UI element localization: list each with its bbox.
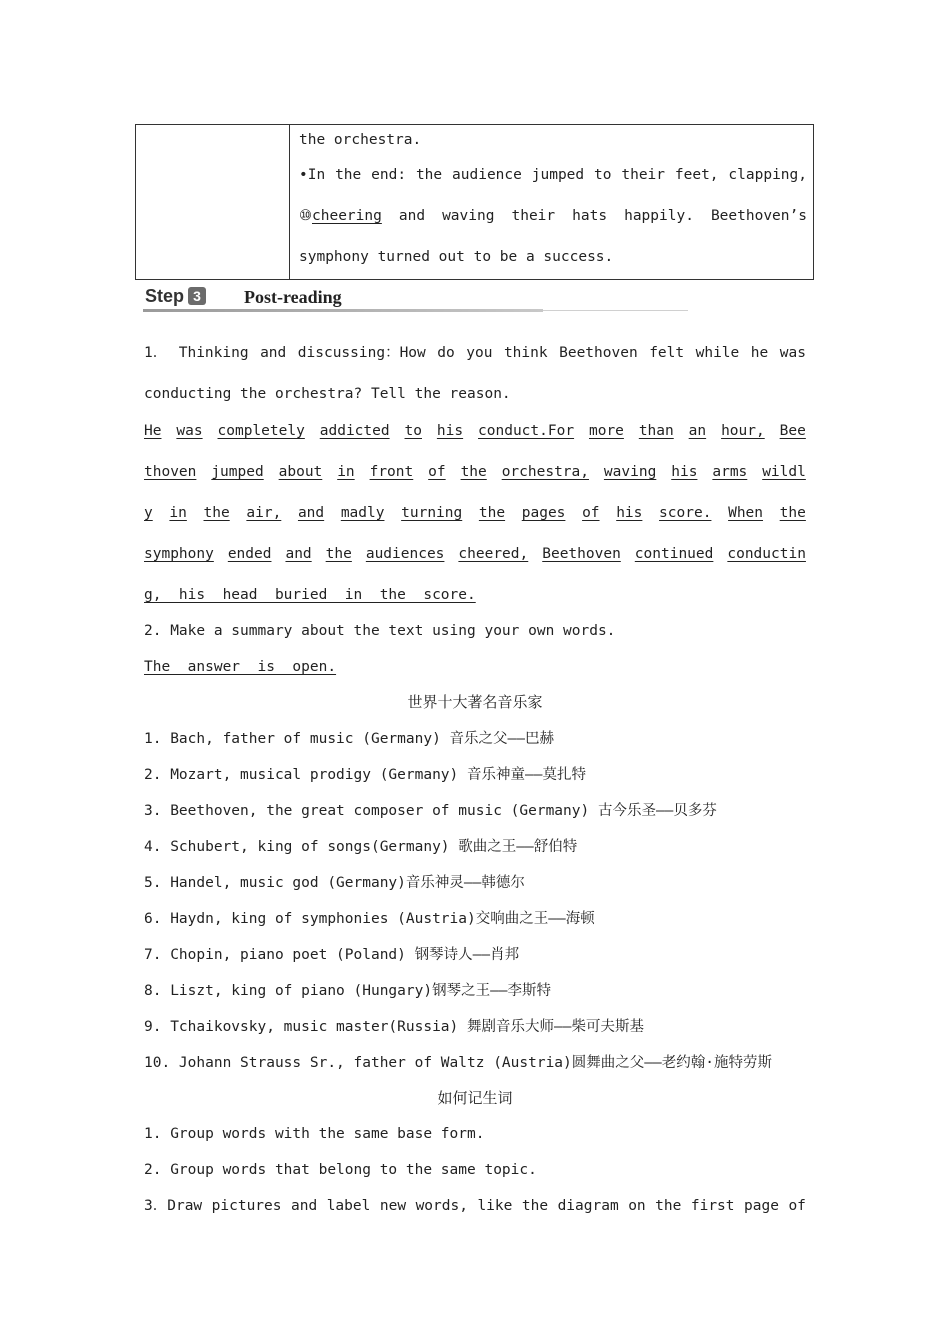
word: pictures xyxy=(211,1198,282,1214)
word: wildl xyxy=(762,464,806,480)
answer-2-line xyxy=(144,657,806,677)
word: label xyxy=(326,1198,371,1214)
word: and xyxy=(291,1198,318,1214)
cell-line: symphony turned out to be a success. xyxy=(299,249,614,265)
word: an xyxy=(688,423,707,439)
word: and xyxy=(285,546,312,562)
word: audience xyxy=(452,167,522,183)
word: the xyxy=(655,1198,682,1214)
word: the xyxy=(415,167,443,183)
word: the xyxy=(325,546,352,562)
word: addicted xyxy=(319,423,390,439)
answer-blank xyxy=(299,206,382,226)
musician-item: 2. Mozart, musical prodigy (Germany) 音乐神童——莫扎特 xyxy=(144,767,586,783)
musician-item: 9. Tchaikovsky, music master(Russia) 舞剧音乐大师——柴可夫斯基 xyxy=(144,1019,644,1035)
word: of xyxy=(428,464,446,480)
musician-item: 1. Bach, father of music (Germany) 音乐之父——巴赫 xyxy=(144,731,554,747)
musician-item: 7. Chopin, piano poet (Poland) 钢琴诗人——肖邦 xyxy=(144,947,520,963)
answer-1-line-last xyxy=(144,585,806,605)
answer-1-line xyxy=(144,462,806,482)
table-column-divider xyxy=(289,125,290,280)
word: the xyxy=(521,1198,549,1214)
word: his xyxy=(616,505,643,521)
word: of xyxy=(788,1198,806,1214)
word: of xyxy=(582,505,600,521)
musician-item: 5. Handel, music god (Germany)音乐神灵——韩德尔 xyxy=(144,875,525,891)
word: 3．Draw xyxy=(144,1198,203,1214)
circled-number: ⑩ xyxy=(299,208,312,224)
word: score. xyxy=(659,505,712,521)
word: 1． xyxy=(144,345,168,361)
word: audiences xyxy=(365,546,445,562)
word: happily. xyxy=(624,208,694,224)
word: y xyxy=(144,505,153,521)
word: front xyxy=(369,464,414,480)
word: page xyxy=(744,1198,779,1214)
word: like xyxy=(477,1198,513,1214)
word: new xyxy=(379,1198,407,1214)
step-underline-thin xyxy=(543,310,688,311)
step-label: Step xyxy=(145,286,185,306)
word: the xyxy=(779,505,806,521)
word: pages xyxy=(521,505,566,521)
word: discussing：How xyxy=(297,345,426,361)
word: he xyxy=(750,345,769,361)
word: clapping, xyxy=(728,167,807,183)
word: end: xyxy=(371,167,407,183)
word: their xyxy=(511,208,556,224)
word: was xyxy=(779,345,806,361)
word: more xyxy=(588,423,624,439)
word: He xyxy=(144,423,162,439)
word: •In xyxy=(299,167,326,183)
word: you xyxy=(466,345,493,361)
vocab-heading: 如何记生词 xyxy=(437,1089,513,1107)
step-underline xyxy=(143,309,543,312)
word: the xyxy=(203,505,230,521)
word: air, xyxy=(246,505,282,521)
answer-text: cheering xyxy=(312,208,382,224)
step-number: 3 xyxy=(188,287,206,305)
word: than xyxy=(638,423,674,439)
word: on xyxy=(628,1198,646,1214)
word: conductin xyxy=(727,546,806,562)
word: felt xyxy=(649,345,685,361)
cell-line-justified xyxy=(299,165,807,185)
word: in xyxy=(337,464,355,480)
word: first xyxy=(690,1198,735,1214)
word: hour, xyxy=(721,423,765,439)
word: do xyxy=(437,345,455,361)
word: diagram xyxy=(557,1198,619,1214)
word: arms xyxy=(712,464,748,480)
word: Beethoven’s xyxy=(710,208,807,224)
answer-1-line xyxy=(144,421,806,441)
question-2: 2. Make a summary about the text using your own words. xyxy=(144,623,616,639)
word: waving xyxy=(603,464,657,480)
vocab-item: 1. Group words with the same base form. xyxy=(144,1126,485,1142)
word: and xyxy=(260,345,287,361)
word: the xyxy=(335,167,362,183)
word: in xyxy=(169,505,187,521)
word: ended xyxy=(227,546,272,562)
word: his xyxy=(436,423,464,439)
word: orchestra, xyxy=(501,464,589,480)
answer-1-line xyxy=(144,503,806,523)
word: to xyxy=(404,423,422,439)
word: to xyxy=(594,167,612,183)
musician-item: 3. Beethoven, the great composer of music (Germany) 古今乐圣——贝多芬 xyxy=(144,803,717,819)
word: completely xyxy=(217,423,305,439)
word: the xyxy=(460,464,487,480)
word: and xyxy=(398,208,426,224)
musician-item: 6. Haydn, king of symphonies (Austria)交响曲之王——海顿 xyxy=(144,911,595,927)
word: the xyxy=(478,505,506,521)
word: waving xyxy=(442,208,495,224)
question-1-line-1 xyxy=(144,343,806,363)
cell-line: the orchestra. xyxy=(299,132,422,148)
answer-2-text: The answer is open. xyxy=(144,659,337,675)
step-banner xyxy=(143,282,688,312)
musician-item: 4. Schubert, king of songs(Germany) 歌曲之王——舒伯特 xyxy=(144,839,578,855)
word: cheered, xyxy=(458,546,529,562)
word: madly xyxy=(340,505,385,521)
word: jumped xyxy=(211,464,264,480)
musician-item: 8. Liszt, king of piano (Hungary)钢琴之王——李斯特 xyxy=(144,983,552,999)
word: and xyxy=(297,505,325,521)
word: Beethoven xyxy=(542,546,621,562)
word: hats xyxy=(572,208,608,224)
cell-line-answer xyxy=(299,206,807,226)
musician-item: 10. Johann Strauss Sr., father of Waltz (Austria)圆舞曲之父——老约翰·施特劳斯 xyxy=(144,1055,772,1071)
vocab-item: 2. Group words that belong to the same topic. xyxy=(144,1162,537,1178)
question-1-line-2: conducting the orchestra? Tell the reason. xyxy=(144,386,511,402)
step-title: Post-reading xyxy=(244,287,342,307)
word: think xyxy=(503,345,548,361)
word: Beethoven xyxy=(559,345,638,361)
word: words, xyxy=(415,1198,468,1214)
lesson-table xyxy=(135,124,814,280)
word: was xyxy=(176,423,203,439)
word: jumped xyxy=(531,167,585,183)
word: feet, xyxy=(674,167,719,183)
word: Bee xyxy=(779,423,806,439)
word: continued xyxy=(634,546,714,562)
answer-1-text: g, his head buried in the score. xyxy=(144,587,476,603)
word: conduct.For xyxy=(478,423,575,439)
word: turning xyxy=(401,505,463,521)
word: their xyxy=(621,167,666,183)
word: Thinking xyxy=(178,345,249,361)
word: symphony xyxy=(144,546,214,562)
word: When xyxy=(728,505,764,521)
word: his xyxy=(671,464,698,480)
word: while xyxy=(695,345,740,361)
word: about xyxy=(278,464,323,480)
word: thoven xyxy=(144,464,197,480)
vocab-item-3 xyxy=(144,1196,806,1216)
answer-1-line xyxy=(144,544,806,564)
musicians-heading: 世界十大著名音乐家 xyxy=(407,693,543,711)
